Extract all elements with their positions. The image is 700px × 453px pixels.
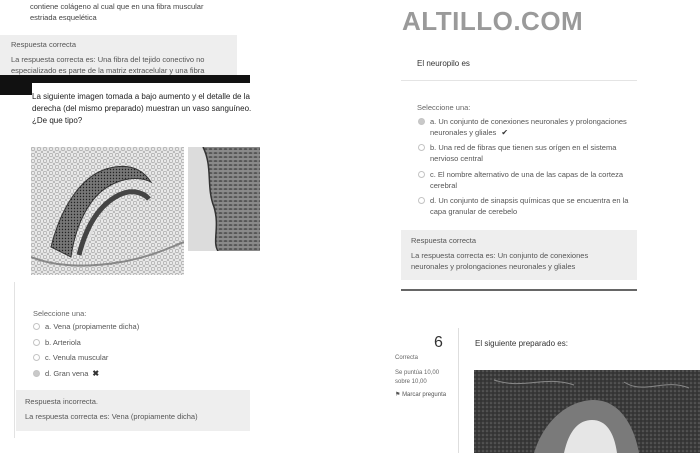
card-border bbox=[14, 282, 15, 438]
question-status: Correcta bbox=[395, 355, 419, 361]
option-label: b. Arteriola bbox=[45, 338, 81, 347]
option-label: c. Venula muscular bbox=[45, 353, 109, 362]
select-one-label: Seleccione una: bbox=[33, 309, 87, 318]
radio-button-selected[interactable] bbox=[418, 118, 425, 125]
option-a[interactable] bbox=[33, 322, 139, 331]
site-logo: ALTILLO.COM bbox=[402, 6, 584, 36]
info-divider bbox=[458, 328, 459, 453]
feedback-title: Respuesta correcta bbox=[11, 40, 77, 49]
radio-button[interactable] bbox=[418, 171, 425, 178]
feedback-text: La respuesta correcta es: Vena (propiamente dicha) bbox=[25, 412, 198, 421]
redaction-block bbox=[0, 83, 32, 95]
micrograph-detail bbox=[188, 147, 260, 251]
radio-button[interactable] bbox=[33, 339, 40, 346]
option-b[interactable] bbox=[33, 338, 81, 347]
previous-option-text: contiene colágeno al cual que en una fibra muscular estriada esquelética bbox=[30, 2, 204, 22]
question-title: El neuropilo es bbox=[417, 59, 470, 68]
option-label: c. El nombre alternativo de una de las capas de la corteza cerebral bbox=[430, 170, 624, 190]
flag-icon: ⚑ bbox=[395, 392, 401, 398]
question-number: 6 bbox=[434, 334, 443, 351]
radio-button[interactable] bbox=[33, 323, 40, 330]
incorrect-icon: ✖ bbox=[92, 369, 100, 378]
option-label: b. Una red de fibras que tienen sus orígen en el sistema nervioso central bbox=[430, 143, 617, 163]
feedback-title: Respuesta incorrecta. bbox=[25, 397, 98, 406]
feedback-incorrect bbox=[16, 390, 250, 431]
option-label: d. Un conjunto de sinapsis químicas que se encuentra en la capa granular de cerebelo bbox=[430, 196, 629, 216]
radio-button[interactable] bbox=[33, 354, 40, 361]
flag-label: Marcar pregunta bbox=[402, 392, 447, 398]
question-separator bbox=[401, 289, 637, 291]
radio-button-selected[interactable] bbox=[33, 370, 40, 377]
correct-check-icon: ✔ bbox=[501, 128, 509, 137]
micrograph-low-magnification bbox=[31, 147, 184, 275]
option-a[interactable] bbox=[418, 116, 630, 138]
option-c[interactable] bbox=[33, 353, 108, 362]
option-label: a. Un conjunto de conexiones neuronales y prolongaciones neuronales y gliales ✔ bbox=[430, 117, 627, 137]
question-title: El siguiente preparado es: bbox=[475, 339, 568, 348]
question-score: Se puntúa 10,00 sobre 10,00 bbox=[395, 370, 440, 385]
flag-question-link[interactable] bbox=[395, 391, 446, 398]
question-text: La siguiente imagen tomada a bajo aumento y el detalle de la derecha (del mismo preparado) muestran un vaso sanguíneo. ¿De que tipo? bbox=[32, 92, 252, 125]
option-label: d. Gran vena bbox=[45, 369, 89, 378]
option-d[interactable] bbox=[418, 195, 630, 217]
option-b[interactable] bbox=[418, 142, 630, 164]
feedback-correct bbox=[401, 230, 637, 280]
radio-button[interactable] bbox=[418, 144, 425, 151]
divider bbox=[401, 80, 637, 81]
option-c[interactable] bbox=[418, 169, 630, 191]
feedback-title: Respuesta correcta bbox=[411, 236, 477, 245]
radio-button[interactable] bbox=[418, 197, 425, 204]
feedback-correct-previous bbox=[0, 35, 237, 75]
redaction-bar bbox=[0, 75, 250, 83]
feedback-text: La respuesta correcta es: Un conjunto de conexiones neuronales y prolongaciones neuronales y gliales bbox=[411, 251, 589, 271]
micrograph-preparation bbox=[474, 370, 700, 453]
select-one-label: Seleccione una: bbox=[417, 103, 471, 112]
option-label: a. Vena (propiamente dicha) bbox=[45, 322, 140, 331]
option-d[interactable] bbox=[33, 369, 99, 378]
feedback-text: La respuesta correcta es: Una fibra del tejido conectivo no especializado es parte de la matriz extracelular y una fibra bbox=[11, 55, 205, 75]
